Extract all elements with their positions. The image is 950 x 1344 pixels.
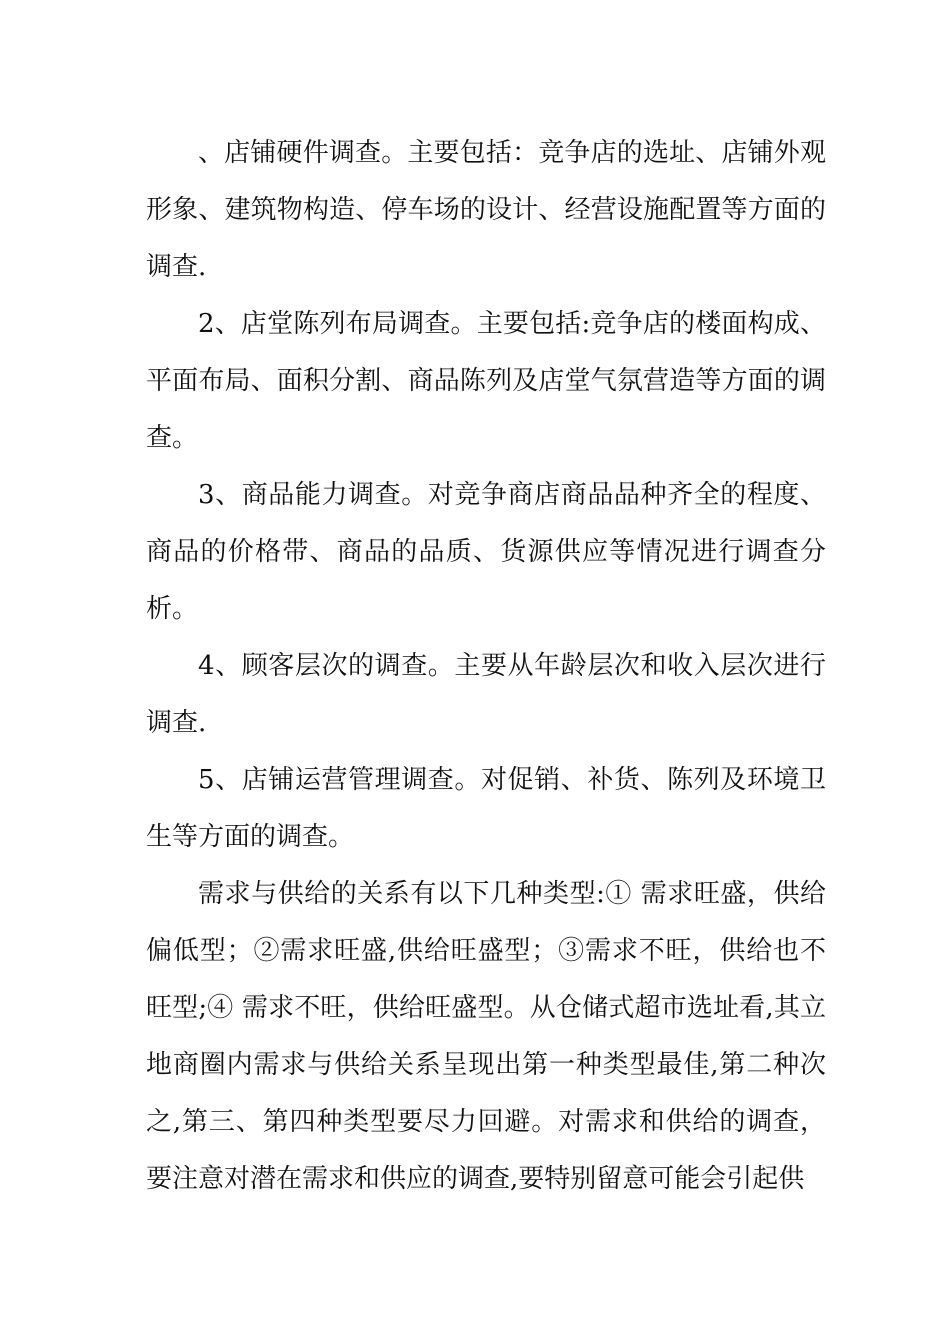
paragraph-supply-demand: 需求与供给的关系有以下几种类型:① 需求旺盛，供给偏低型；②需求旺盛,供给旺盛型；③需求不旺，供给也不旺型;④ 需求不旺，供给旺盛型。从仓储式超市选址看,其立地商圈内需求与供给关系呈现出第一种类型最佳,第二种次之,第三、第四种类型要尽力回避。对需求和供给的调查，要注意对潜在需求和供应的调查,要特别留意可能会引起供 <box>146 879 826 1194</box>
paragraph-layout-survey: 2、店堂陈列布局调查。主要包括:竞争店的楼面构成、平面布局、面积分割、商品陈列及店堂气氛营造等方面的调查。 <box>146 309 826 453</box>
paragraph-customer-survey: 4、顾客层次的调查。主要从年龄层次和收入层次进行调查. <box>146 651 826 738</box>
paragraph-operations-survey: 5、店铺运营管理调查。对促销、补货、陈列及环境卫生等方面的调查。 <box>146 765 826 852</box>
paragraph-merchandise-survey: 3、商品能力调查。对竞争商店商品品种齐全的程度、商品的价格带、商品的品质、货源供应等情况进行调查分析。 <box>146 480 826 624</box>
document-body <box>146 125 826 1208</box>
paragraph-hardware-survey: 、店铺硬件调查。主要包括：竞争店的选址、店铺外观形象、建筑物构造、停车场的设计、经营设施配置等方面的调查. <box>146 138 826 282</box>
